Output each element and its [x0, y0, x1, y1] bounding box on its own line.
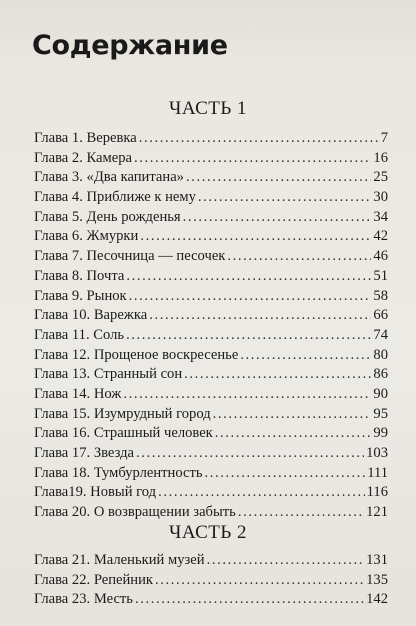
toc-entry — [34, 503, 388, 523]
dot-leader — [136, 444, 364, 464]
toc-part-2 — [34, 551, 388, 610]
chapter-page-number: 16 — [373, 149, 388, 166]
chapter-page-number: 58 — [373, 287, 388, 304]
toc-entry — [34, 571, 388, 591]
toc-entry — [34, 365, 388, 385]
chapter-title: Глава 6. Жмурки — [34, 228, 139, 245]
page-title: Содержание — [32, 30, 228, 61]
toc-entry — [34, 464, 388, 484]
dot-leader — [238, 503, 364, 523]
toc-entry — [34, 168, 388, 188]
chapter-title: Глава 1. Веревка — [34, 130, 137, 146]
toc-entry — [34, 267, 388, 287]
chapter-page-number: 74 — [373, 326, 388, 343]
dot-leader — [126, 326, 371, 346]
dot-leader — [158, 483, 365, 503]
toc-entry — [34, 129, 388, 149]
chapter-page-number: 121 — [366, 504, 388, 521]
dot-leader — [123, 385, 371, 405]
chapter-page-number: 42 — [373, 228, 388, 245]
chapter-title: Глава 11. Соль — [34, 326, 125, 343]
chapter-page-number: 131 — [366, 552, 388, 568]
chapter-page-number: 51 — [373, 267, 388, 284]
toc-entry — [34, 208, 388, 228]
dot-leader — [184, 365, 371, 385]
chapter-page-number: 116 — [366, 484, 388, 501]
chapter-page-number: 95 — [373, 405, 388, 422]
chapter-title: Глава 17. Звезда — [34, 445, 134, 461]
toc-entry — [34, 227, 388, 247]
chapter-page-number: 99 — [373, 425, 388, 442]
dot-leader — [186, 168, 371, 188]
chapter-page-number: 80 — [373, 346, 388, 363]
part-2-heading: ЧАСТЬ 2 — [168, 522, 248, 543]
toc-entry — [34, 385, 388, 405]
dot-leader — [215, 424, 372, 444]
chapter-title: Глава 4. Приближе к нему — [34, 189, 196, 206]
toc-entry — [34, 149, 388, 169]
chapter-page-number: 135 — [366, 571, 388, 588]
chapter-title: Глава 22. Репейник — [34, 571, 154, 588]
toc-entry — [34, 346, 388, 366]
dot-leader — [240, 346, 371, 366]
chapter-title: Глава 9. Рынок — [34, 287, 127, 304]
chapter-page-number: 86 — [373, 366, 388, 383]
chapter-title: Глава 21. Маленький музей — [34, 552, 205, 568]
chapter-page-number: 66 — [373, 307, 388, 324]
dot-leader — [149, 306, 371, 326]
toc-entry — [34, 287, 388, 307]
chapter-page-number: 103 — [366, 445, 388, 461]
chapter-page-number: 142 — [366, 591, 388, 608]
dot-leader — [207, 551, 365, 571]
chapter-title: Глава 10. Варежка — [34, 307, 148, 324]
toc-part-1 — [34, 129, 388, 523]
toc-entry — [34, 483, 388, 503]
dot-leader — [198, 188, 372, 208]
toc-entry — [34, 590, 388, 610]
chapter-title: Глава 23. Месть — [34, 591, 133, 608]
dot-leader — [126, 267, 371, 287]
toc-entry — [34, 247, 388, 267]
chapter-title: Глава 20. О возвращении забыть — [34, 504, 236, 521]
toc-entry — [34, 551, 388, 571]
toc-entry — [34, 326, 388, 346]
dot-leader — [213, 405, 372, 425]
chapter-title: Глава 7. Песочница — песочек — [34, 248, 226, 265]
toc-entry — [34, 424, 388, 444]
dot-leader — [155, 571, 364, 591]
dot-leader — [227, 247, 371, 267]
chapter-page-number: 30 — [373, 189, 388, 206]
chapter-title: Глава 18. Тумбурлентность — [34, 464, 203, 481]
toc-entry — [34, 444, 388, 464]
chapter-page-number: 25 — [373, 169, 388, 186]
chapter-title: Глава 12. Прощеное воскресенье — [34, 346, 239, 363]
chapter-title: Глава19. Новый год — [34, 484, 157, 501]
toc-entry — [34, 405, 388, 425]
dot-leader — [139, 129, 379, 149]
chapter-page-number: 90 — [373, 385, 388, 402]
dot-leader — [140, 227, 371, 247]
dot-leader — [205, 464, 366, 484]
chapter-title: Глава 15. Изумрудный город — [34, 405, 211, 422]
part-1-heading: ЧАСТЬ 1 — [168, 98, 248, 119]
chapter-page-number: 111 — [367, 464, 388, 481]
toc-entry — [34, 188, 388, 208]
toc-entry — [34, 306, 388, 326]
chapter-title: Глава 2. Камера — [34, 149, 133, 166]
chapter-title: Глава 16. Страшный человек — [34, 425, 213, 442]
chapter-title: Глава 14. Нож — [34, 385, 122, 402]
chapter-page-number: 46 — [373, 248, 388, 265]
chapter-page-number: 7 — [380, 130, 388, 146]
chapter-title: Глава 3. «Два капитана» — [34, 169, 184, 186]
dot-leader — [134, 149, 371, 169]
dot-leader — [183, 208, 372, 228]
chapter-title: Глава 8. Почта — [34, 267, 125, 284]
dot-leader — [135, 590, 364, 610]
chapter-title: Глава 13. Странный сон — [34, 366, 183, 383]
chapter-page-number: 34 — [373, 208, 388, 225]
dot-leader — [129, 287, 372, 307]
chapter-title: Глава 5. День рожденья — [34, 208, 181, 225]
